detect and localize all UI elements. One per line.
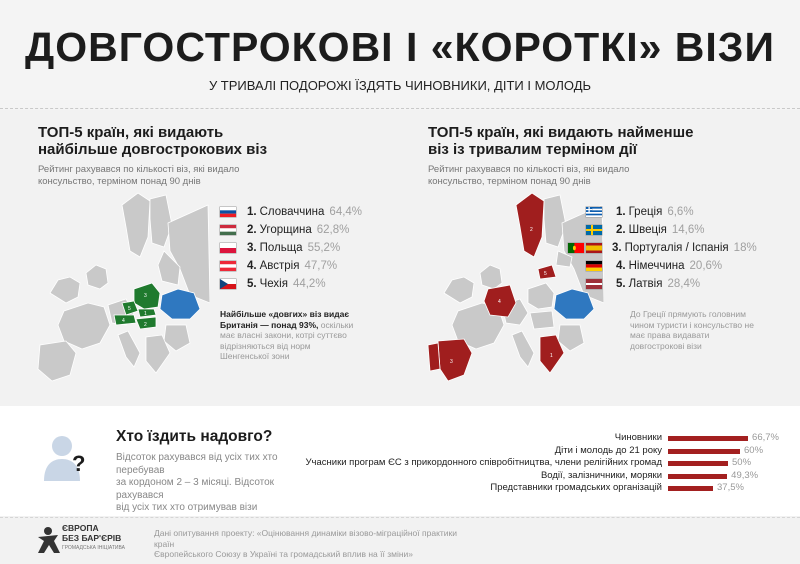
map-label: 5	[544, 271, 547, 277]
germany-flag-icon	[586, 261, 602, 271]
country-value: 20,6%	[689, 260, 723, 272]
czechia-flag-icon	[220, 279, 236, 289]
highlight-slovakia	[138, 309, 156, 317]
bar-label: Учасники програм ЄС з прикордонного співробітництва, члени релігійних громад	[305, 457, 662, 468]
country-name: Швеція	[628, 224, 667, 236]
bar-label: Чиновники	[614, 432, 662, 443]
latvia-flag-icon	[586, 279, 602, 289]
map-country	[528, 283, 554, 309]
left-section-title	[38, 124, 267, 158]
list-item	[220, 257, 362, 275]
note-text: чином туристи і консульство не	[630, 319, 754, 330]
person-question-icon	[42, 433, 94, 485]
country-name: Німеччина	[628, 260, 685, 272]
footer-divider	[0, 517, 800, 518]
note-text: оскільки	[320, 319, 354, 330]
country-name: Чехія	[259, 278, 288, 290]
map-country	[164, 325, 190, 351]
right-section-title	[428, 124, 693, 158]
country-value: 55,2%	[307, 242, 341, 254]
highlight-sweden	[516, 193, 544, 257]
map-country	[444, 277, 474, 303]
note-text: відрізняються від норм	[220, 340, 311, 351]
country-value: 62,8%	[316, 224, 350, 236]
note-text: Шенгенської зони	[220, 351, 290, 361]
country-value: 6,6%	[667, 206, 694, 218]
bar-label: Водії, залізничники, моряки	[540, 469, 662, 481]
right-title-line: віз із тривалим терміном дії	[428, 141, 638, 158]
rank-number: 2.	[616, 224, 626, 236]
ukraine-shape	[554, 289, 594, 319]
rank-number: 1.	[616, 206, 626, 218]
map-country	[480, 265, 502, 289]
country-name: Латвія	[628, 278, 663, 290]
list-item	[586, 257, 757, 275]
list-item	[568, 239, 757, 257]
map-label: 2	[144, 322, 147, 328]
map-country	[544, 195, 566, 247]
map-label: 3	[450, 359, 453, 365]
slovakia-flag-icon	[220, 207, 236, 217]
bar-label: Представники громадських організацій	[490, 482, 662, 493]
hungary-flag-icon	[220, 225, 236, 235]
portugal-flag-icon	[568, 243, 584, 253]
logo-line: ЄВРОПА	[62, 523, 99, 533]
left-map-note	[220, 309, 390, 362]
country-name: Угорщина	[259, 224, 312, 236]
map-country	[512, 331, 534, 367]
poland-flag-icon	[220, 243, 236, 253]
divider	[0, 108, 800, 109]
rank-number: 3.	[612, 242, 622, 254]
country-value: 64,4%	[329, 206, 363, 218]
greece-flag-icon	[586, 207, 602, 217]
sweden-flag-icon	[586, 225, 602, 235]
note-text: має власні закони, котрі суттєво	[220, 330, 347, 340]
logo-text	[62, 524, 121, 543]
flag-pair	[568, 243, 604, 253]
rank-number: 3.	[247, 242, 257, 254]
list-item	[220, 221, 362, 239]
svg-text:?: ?	[72, 451, 86, 476]
left-title-line: ТОП-5 країн, які видають	[38, 124, 224, 141]
note-text: має права видавати	[630, 330, 710, 340]
rank-number: 4.	[247, 260, 257, 272]
bar-value-label: 37,5%	[717, 482, 744, 493]
map-country	[86, 265, 108, 289]
country-value: 14,6%	[671, 224, 705, 236]
note-line: консульство, терміном понад 90 днів	[428, 176, 591, 187]
list-item	[586, 221, 757, 239]
list-item	[220, 275, 362, 293]
country-value: 44,2%	[292, 278, 326, 290]
country-name: Словаччина	[259, 206, 325, 218]
note-bold: Британія — понад 93%,	[220, 319, 319, 330]
map-country	[150, 195, 172, 247]
bar-label: Діти і молодь до 21 року	[554, 444, 662, 456]
map-label: 1	[144, 311, 147, 317]
bar-value-label: 50%	[732, 457, 752, 468]
logo-subtitle: ГРОМАДСЬКА ІНІЦІАТИВА	[62, 545, 125, 551]
note-line: за кордоном 2 – 3 місяці. Відсоток рахувався	[116, 477, 275, 501]
list-item	[586, 275, 757, 293]
map-label: 4	[122, 318, 125, 324]
map-label: 3	[144, 293, 147, 299]
bar-value-label: 49,3%	[731, 469, 759, 481]
map-label: 4	[498, 299, 501, 305]
page-subtitle: У ТРИВАЛІ ПОДОРОЖІ ЇЗДЯТЬ ЧИНОВНИКИ, ДІТИ І МОЛОДЬ	[208, 78, 592, 93]
source-line: Дані опитування проекту: «Оцінювання динаміки візово-міграційної практики країн	[154, 528, 457, 549]
note-line: консульство, терміном понад 90 днів	[38, 176, 201, 187]
note-line: Рейтинг рахувався по кількості віз, які видало	[38, 164, 240, 175]
map-country	[118, 331, 140, 367]
list-item	[220, 239, 362, 257]
spain-flag-icon	[586, 243, 602, 253]
europe-map-right	[424, 185, 604, 385]
right-title-line: ТОП-5 країн, які видають найменше	[428, 124, 694, 141]
ukraine-shape	[160, 289, 200, 319]
note-text: довгострокові візи	[630, 340, 702, 351]
left-title-line: найбільше довгострокових віз	[38, 141, 268, 158]
map-country	[558, 325, 584, 351]
highlight-spain	[438, 339, 472, 381]
rank-number: 5.	[247, 278, 257, 290]
note-text: До Греції прямують головним	[630, 309, 746, 319]
map-label: 1	[550, 353, 553, 359]
rank-number: 2.	[247, 224, 257, 236]
map-label: 2	[530, 227, 533, 233]
country-name: Австрія	[259, 260, 300, 272]
left-ranking-list	[220, 203, 362, 293]
country-name: Португалія / Іспанія	[624, 242, 729, 254]
highlight-latvia	[538, 265, 556, 279]
map-country	[168, 205, 210, 303]
highlight-poland	[134, 283, 160, 309]
rank-number: 1.	[247, 206, 257, 218]
bar-value-label: 60%	[744, 444, 764, 456]
map-country	[38, 341, 76, 381]
rank-number: 4.	[616, 260, 626, 272]
country-value: 28,4%	[667, 278, 701, 290]
highlight-portugal	[428, 343, 440, 371]
europe-map-left	[30, 185, 210, 385]
note-line: Відсоток рахувався від усіх тих хто перебував	[116, 452, 278, 476]
country-name: Польща	[259, 242, 303, 254]
source-note	[154, 528, 474, 560]
page-title: ДОВГОСТРОКОВІ І «КОРОТКІ» ВІЗИ	[25, 24, 775, 70]
bar-value-label: 66,7%	[752, 432, 779, 443]
logo-line: БЕЗ БАР'ЄРІВ	[62, 532, 122, 543]
rank-number: 5.	[616, 278, 626, 290]
highlight-austria	[114, 315, 136, 325]
right-ranking-list	[586, 203, 757, 293]
who-note	[116, 452, 316, 515]
country-value: 47,7%	[304, 260, 338, 272]
map-country	[50, 277, 80, 303]
right-map-note	[630, 309, 780, 351]
map-country	[122, 193, 150, 257]
list-item	[220, 203, 362, 221]
source-line: Європейського Союзу в Україні та громадський вплив на її зміни»	[154, 549, 414, 559]
country-name: Греція	[628, 206, 663, 218]
note-bold: Найбільше «довгих» віз видає	[220, 309, 350, 319]
note-line: від усіх тих хто отримував візи	[116, 502, 258, 513]
list-item	[586, 203, 757, 221]
country-value: 18%	[733, 242, 757, 254]
note-line: Рейтинг рахувався по кількості віз, які видало	[428, 164, 630, 175]
europe-without-barriers-logo-icon	[34, 521, 64, 555]
who-title: Хто їздить надовго?	[116, 428, 273, 445]
map-label: 5	[128, 306, 131, 312]
map-country	[530, 311, 554, 329]
austria-flag-icon	[220, 261, 236, 271]
